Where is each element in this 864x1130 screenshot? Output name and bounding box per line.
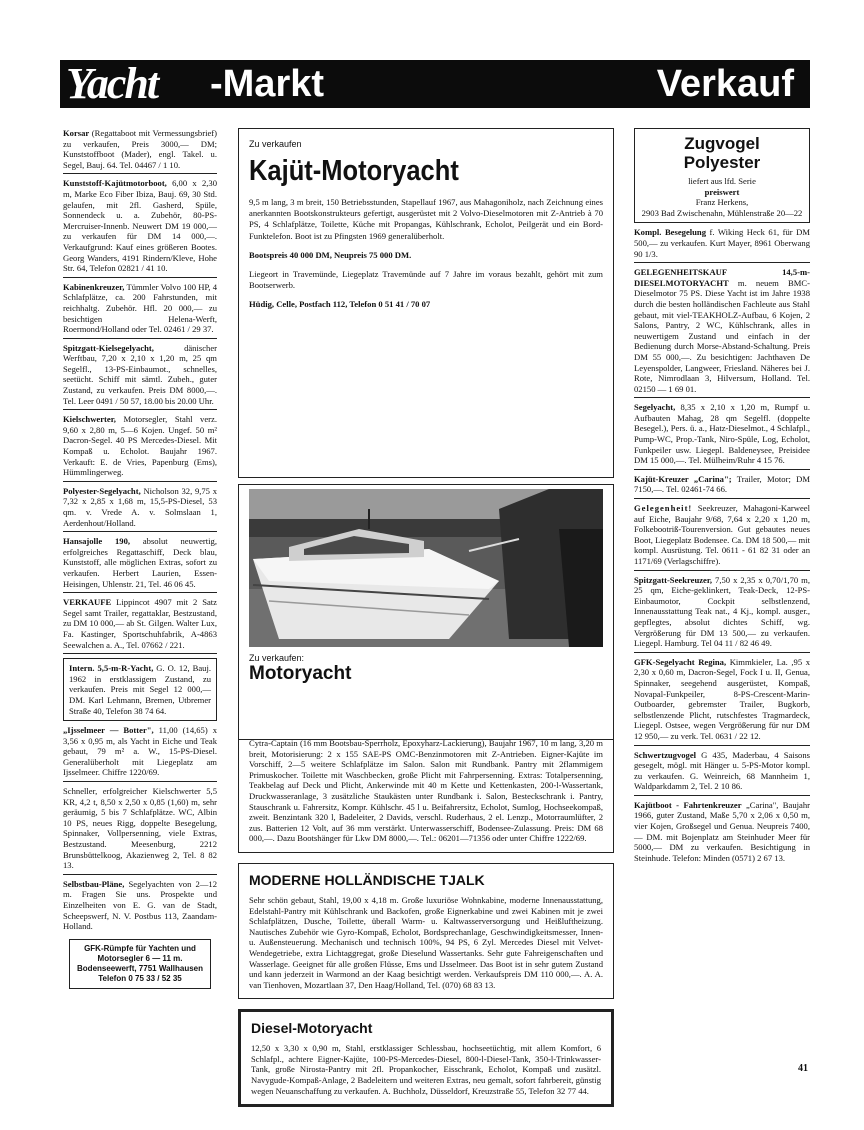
ad-text: absolut neuwertig, erfolgreiches Regattaschiff, Deck blau, Kunststoff, alle möglichen Extras, sofort zu verkaufen. Herbert Laurien, Essen-Heisingen, Uhlenstr. 21, Tel. 46 06 45. — [63, 536, 217, 589]
ad-text: Seekreuzer, Mahagoni-Karweel auf Eiche, Baujahr 9/68, 7,64 x 2,20 x 1,20 m, Folkebootriß-Tourenversion. Gut gebautes neues Boot, Liegeplatz Bodensee. Ca. DM 18 500,— mit kompl. Ausrüstung. Tel. 0611 - 61 82 31 oder an 1171/69 (Verlagschiffre). — [634, 503, 810, 566]
ad-title: „Ijsselmeer — Botter", — [63, 725, 154, 736]
classified-ad — [634, 503, 810, 571]
gfk-ruempfe-box — [69, 939, 211, 989]
ad-text: Trailer, Motor; DM 7150,—. Tel. 02461-74 66. — [634, 473, 811, 495]
ad-text: „Carina", Baujahr 1966, guter Zustand, Maße 5,70 x 2,06 x 0,50 m, vier Kojen, Großsegel und Genua. Neupreis 7400,— DM. mit Bojenplatz am Steinhuder Meer für 5000,— DM zu verkaufen. Besichtigung in Steinhude. Telefon: Minden (0571) 2 67 13. — [634, 799, 810, 863]
ad-title: Gelegenheit! — [634, 503, 693, 514]
ad-title: Spitzgatt-Seekreuzer, — [634, 574, 713, 585]
ad-title: Kabinenkreuzer, — [63, 281, 125, 292]
ad-title: Spitzgatt-Kielsegelyacht, — [63, 342, 154, 353]
ad-text: Nicholson 32, 9,75 x 7,32 x 2,85 x 1,68 m, 15,5-PS-Diesel, 53 qm. v. Vrede A. v. Solmslaan 1, Aerdenhout/Holland. — [63, 485, 217, 528]
classified-ad — [634, 267, 810, 398]
ad-text: G 435, Maderbau, 4 Saisons gesegelt, mögl. mit Hänger u. 5-PS-Motor kompl. zu verkaufen. G. Weinreich, 68 Mannheim 1, Waldparkdamm 2, Tel. 2 10 86. — [634, 749, 810, 792]
kajuet-motoryacht-ad — [238, 128, 614, 478]
classified-ad — [634, 750, 810, 796]
classified-ad — [63, 343, 217, 411]
ad-heading: MODERNE HOLLÄNDISCHE TJALK — [249, 871, 485, 888]
ad-intro: Zu verkaufen — [249, 139, 302, 149]
ad-text: (Regattaboot mit Vermessungsbrief) zu verkaufen, Preis 3000,— DM; Kunststoffboot (Mader), engl. Takel. u. Segel, Bauj. 64. Tel. 04467 / 1 10. — [63, 128, 217, 170]
classified-ad — [63, 178, 217, 277]
boat-photo — [249, 489, 603, 647]
ad-title: VERKAUFE — [63, 597, 112, 608]
ad-title: GELEGENHEITSKAUF 14,5-m-DIESELMOTORYACHT — [634, 267, 810, 288]
ad-paragraph: Liegeort in Travemünde, Liegeplatz Travemünde auf 7 Jahre im voraus bezahlt, gehört mit zum Bootserwerb. — [249, 269, 603, 291]
ad-title: GFK-Segelyacht Regina, — [634, 656, 727, 667]
classified-ad — [63, 786, 217, 875]
middle-column — [238, 128, 614, 1119]
zugvogel-line: preiswert — [704, 186, 740, 197]
classified-ad — [63, 282, 217, 339]
ad-title: Schwertzugvogel — [634, 749, 697, 760]
banner-verkauf: Verkauf — [656, 63, 794, 105]
ad-text: 11,00 (14,65) x 3,56 x 0,95 m, als Yacht in Eiche und Teak gebaut, 79 m² a. W., 15-PS-Diesel. Generalüberholt mit Liegeplatz am Ijsselmeer. Chiffre 1220/69. — [63, 725, 217, 778]
zugvogel-title: Zugvogel — [684, 134, 760, 153]
classified-ad — [63, 879, 217, 935]
classified-ad — [634, 227, 810, 263]
banner-markt: -Markt — [210, 63, 325, 105]
ad-title: Selbstbau-Pläne, — [63, 878, 125, 889]
classified-ad-boxed — [63, 658, 217, 721]
classified-ad — [63, 414, 217, 482]
ad-title: Polyester-Segelyacht, — [63, 485, 141, 496]
ad-paragraph: 9,5 m lang, 3 m breit, 150 Betriebsstunden, Stapellauf 1967, aus Mahagoniholz, nach Zeichnung eines anerkannten Bootskonstrukteurs gefertigt, ausgerüstet mit 2 Volvo-Dieselmotoren mit Z-Antrieb à 70 PS, 4 Schlafplätze, Toilette, Küche mit Propangas, Kühlschrank, Echolot, Peilgerät und ein Bord-Funktelefon. Boot ist zu Pfingsten 1969 generalüberholt. — [249, 197, 603, 241]
right-column — [634, 128, 810, 870]
ad-text: dänischer Werftbau, 7,20 x 2,10 x 1,20 m, 25 qm Segelfl., 13-PS-Einbaumot., schnelles, seetücht. Schiff mit sämtl. Zubeh., guter Zustand, zu verkaufen. Preis DM 8000,—. Tel. Leer 0491 / 50 57, 18.00 bis 20.00 Uhr. — [63, 342, 217, 406]
ad-text: Sehr schön gebaut, Stahl, 19,00 x 4,18 m. Große luxuriöse Wohnkabine, moderne Innenausstattung, Edelstahl-Pantry mit Kühlschrank und Backofen, große Eignerkabine und zwei Kabinen mit je zwei Schlafplätzen, Dusche, Toilette, überall Warm- u. Kaltwasserversorgung und Heißluftheizung. Nautisches Zubehör wie Gyro-Kompaß, Echolot, Bordsprechanlage, Geschwindigkeitsmesser, Innen- u. Außensteuerung. Mechanisch und technisch 100%, 94 PS, 6 Zyl. Mercedes Diesel mit Velvet-Wendegetriebe, extra Lichtaggregat, große Dieselund Wassertanks. Sehr gute Fahreigenschaften und Wasserlage. Geeignet für alle großen Flüsse, Ems und IJsselmeer. Das Boot ist in sehr gutem Zustand und kann jederzeit in Warmond an der Kaag besichtigt werden. Verkaufspreis DM 110 000,—. A. A. van Tienhoven, Mozartlaan 37, Den Haag/Holland, Tel. (070) 68 83 13. — [249, 894, 603, 990]
ad-title: Kielschwerter, — [63, 414, 116, 425]
classified-ad — [634, 800, 810, 867]
ad-text: f. Wiking Heck 61, für DM 500,— zu verkaufen. Kurt Mayer, 8961 Oberwang 90 1/3. — [634, 227, 810, 259]
ad-text: 8,35 x 2,10 x 1,20 m, Rumpf u. Aufbauten Mahag, 28 qm Segelfl. (doppelte Besegel.), Pers. ü. a., Hatz-Dieselmot., 4 Schlafpl., Pump-WC, Prop.-Tank, Niro-Spüle, Log, Echolot, Funkpeiler usw. Liegepl. Baldeneysee, Preisidee DM 15 000,—. Tel. Mülheim/Ruhr 4 15 76. — [634, 402, 810, 466]
zugvogel-line: Franz Herkens, — [695, 197, 749, 208]
ad-title: Intern. 5,5-m-R-Yacht, — [69, 663, 154, 674]
ad-text: Segelyachten von 2—12 m. Fragen Sie uns. Prospekte und Einzelheiten von E. G. van de Stadt, Scheepswerf, N. V. Postbus 113, Zaandam-Holland. — [63, 878, 217, 932]
ad-title: Kajüt-Kreuzer „Carina"; — [634, 473, 732, 484]
ad-text: Kimmkieler, La. ,95 x 2,30 x 0,60 m, Dacron-Segel, Fock I u. II, Genua, Spinnaker, seegehend ausgerüstet, Kompaß, Novapal-Funkpeiler, 8-PS-Crescent-Marin-Outboarder, gebremster Trailer, Bugkorb, selbstlenzende Plicht, rutschfestes Tragmardeck, Liegepl. Ostsee, wegen Vergrößerung für nur DM 12 950,— zu verk. Tel. 0631 / 22 12. — [634, 656, 810, 741]
page-number: 41 — [798, 1063, 808, 1074]
ad-heading: Diesel-Motoryacht — [251, 1020, 373, 1037]
box-line: Motorsegler 6 — 11 m. — [97, 953, 183, 963]
ad-text: 6,00 x 2,30 m, Marke Eco Fiber Ibiza, Bauj. 69, 30 Std. gelaufen, mit 2fl. Gasherd, Spüle, Sonnendeck u. a. Zubehör, 80-PS-Mercruiser-Innenb. Neuwert DM 19 000,— zu verkaufen für DM 14 000,—. Verkaufgrund: Kauf eines größeren Bootes. Georg Wanders, 4191 Rindern/Kleve, Hohe Str. 64, Telefon 02821 / 41 10. — [63, 178, 217, 274]
ad-text: Lippincot 4907 mit 2 Satz Segel samt Trailer, regattaklar, Bestzustand, zu DM 10 000,— ab St. Gilgen. Walter Lux, Fa. Kastinger, Sportschuhfabrik, A-4863 Seewalchen a. A., Tel. 07662 / 221. — [63, 597, 217, 650]
classified-ad — [634, 402, 810, 470]
zugvogel-line: 2903 Bad Zwischenahn, Mühlenstraße 20—22 — [641, 207, 803, 218]
classified-ad — [63, 597, 217, 654]
header-banner — [60, 60, 810, 108]
left-column — [63, 128, 217, 989]
ad-title: Segelyacht, — [634, 402, 676, 413]
ad-price: Bootspreis 40 000 DM, Neupreis 75 000 DM. — [249, 249, 412, 260]
box-line: Bodenseewerft, 7751 Wallhausen — [77, 963, 203, 973]
ad-text: Schneller, erfolgreicher Kielschwerter 5,5 KR, 4,2 t, 8,50 x 2,50 x 0,85 (1,60) m, sehr geräumig, 5 bis 7 Schlafplätze. WC, Albin 10 PS, neues Rigg, doppelte Besegelung, Spinnaker, Vollpersenning, viele Extras, Bestzustand. Meesenburg, 2212 Brunsbüttelkoog, Akazienweg 2, Tel. 8 82 13. — [63, 786, 217, 871]
box-line: GFK-Rümpfe für Yachten und — [84, 943, 196, 953]
classified-ad — [63, 725, 217, 782]
ad-text: 12,50 x 3,30 x 0,90 m, Stahl, erstklassiger Schlessbau, hochseetüchtig, mit allem Komfort, 6 Schlafpl., achtere Eigner-Kajüte, 100-PS-Mercedes-Diesel, 800-l-Diesel-Tank, 350-l-Trinkwasser-Tank, große Nirosta-Pantry mit 2fl. Propankocher, Eisschrank, Echolot, Kompaß und zusätzl. Navygude-Kompaß-Anlage, 2 Badeleitern und weiteren Extras, neu gemalt, sofort fahrbereit, günstig wegen Neuanschaffung zu verkaufen. A. Buchholz, Düsseldorf, Kreuzstraße 55, Telefon 32 77 44. — [251, 1043, 601, 1096]
zugvogel-box — [634, 128, 810, 223]
ad-heading: Motoryacht — [249, 663, 352, 684]
ad-text: m. neuem BMC-Dieselmotor 75 PS. Diese Yacht ist im Jahre 1938 durch die besten holländischen Fachleute aus Stahl gebaut, mit viel-TEAKHOLZ-Aufbau, 6 Kojen, 2 Salons, Pantry, 2 WC, Kühlschrank, alles in neuwertigem Zustand und einfach in der Bedienung durch Morse-Abstand-Schaltung. Preis DM 55 000,—. Zu besichtigen: Jachthaven De Leyenspolder, Langweer, Friesland. Näheres bei J. Rote, Nimrodlaan 3, Hilversum, Holland. Tel. 02150 — 1 69 01. — [634, 277, 810, 394]
classified-ad — [63, 486, 217, 532]
tjalk-ad — [238, 863, 614, 999]
motoryacht-ad — [238, 484, 614, 740]
ad-title: Kompl. Besegelung — [634, 227, 707, 238]
diesel-motoryacht-ad — [238, 1009, 614, 1107]
ad-title: Korsar — [63, 128, 90, 138]
ad-text: G. O. 12, Bauj. 1962 in erstklassigem Zustand, zu verkaufen. Preis mit Segel 12 000,— DM. Karl Lehmann, Bremen, Utbremer Straße 40, Telefon 38 74 64. — [69, 663, 211, 716]
ad-text: Motorsegler, Stahl verz. 9,60 x 2,80 m, 5—6 Kojen. Ungef. 50 m² Dacron-Segel. 40 PS Mercedes-Diesel. Mit Kompaß u. Echolot. Baujahr 1967. Verkauft: E. de Vries, Papenburg (Ems), Hümmlingerweg. — [63, 414, 217, 478]
zugvogel-line: liefert aus lfd. Serie — [688, 176, 756, 186]
motoryacht-ad-body — [238, 738, 614, 853]
ad-title: Kunststoff-Kajütmotorboot, — [63, 178, 167, 189]
ad-contact: Hüdig, Celle, Postfach 112, Telefon 0 51 41 / 70 07 — [249, 299, 431, 310]
classified-ad — [63, 536, 217, 593]
ad-title: Kajütboot - Fahrtenkreuzer — [634, 799, 742, 810]
classified-ad — [634, 657, 810, 746]
zugvogel-subtitle: Polyester — [683, 153, 761, 172]
ad-text: Tümmler Volvo 100 HP, 4 Schlafplätze, ca. 200 Fahrstunden, mit reichhaltg. Zubehör. Hfl. 20 000,— zu besichtigen Helena-Werft, Roermond/Holland oder Tel. 02461 / 29 37. — [63, 281, 217, 335]
ad-text: 7,50 x 2,35 x 0,70/1,70 m, 25 qm, Eiche-geklinkert, Teak-Deck, 12-PS-Einbaumotor, Cockpit selbstlenzend, Innenausstattung Teak nat., 4 Kj., kompl. ausger., gepflegtes, absolut dichtes Schiff, wg. Vergrößerung für DM 13 500,— zu verkaufen. Liegepl. Hamburg. Tel 04 11 / 82 46 49. — [634, 574, 810, 649]
classified-ad — [634, 474, 810, 499]
classified-ad — [63, 128, 217, 174]
ad-title: Hansajolle 190, — [63, 536, 131, 547]
classified-ad — [634, 575, 810, 653]
ad-heading: Kajüt-Motoryacht — [249, 155, 459, 187]
ad-text: Cytra-Captain (16 mm Bootsbau-Sperrholz, Epoxyharz-Lackierung), Baujahr 1967, 10 m lang, 3,20 m breit, Motorisierung: 2 x 155 SAE-PS OMC-Benzinmotoren mit Z-Antrieben. Eigner-Kajüte im Vorschiff, 2—5 weitere Schlafplätze im Salon. Salon mit Rundbank. Pantry mit 2flammigem Primuskocher. Toilette mit Waschbecken, große Plicht mit Fahrpersenning. Extras: Totalpersenning, Teakbelag auf Deck und Plicht, Ankerwinde mit 40 m Kette und Kettenkasten, 200-l-Wassertank, Druckwasseranlage, 3 zusätzliche Staukästen unter Rundbank i. Salon, Besteckschrank i. Pantry, Stauschrank u. Fahrersitz, Kompr. Kühlschr. 45 l u. Beifahrersitz, Echolot, Sumlog, Hochseekompaß, zweit. Benzintank 320 l, Badeleiter, 2 Davids, verschl. Ruderhaus, 2 el. Lenzp., Motorraumlüfter, 2 zus. Batterien 12 Volt, auf 36 mm verstärkt. Unterwasserschiff, Bodensee-Zulassung. Preis: DM 68 000,—. Dazu Bootshänger für Lkw DM 8000,—. Tel.: 06201—71356 oder unter Chiffre 1222/69. — [249, 738, 603, 844]
box-line: Telefon 0 75 33 / 52 35 — [98, 973, 182, 983]
banner-yacht: Yacht — [66, 59, 158, 108]
ad-intro: Zu verkaufen: — [249, 653, 305, 663]
